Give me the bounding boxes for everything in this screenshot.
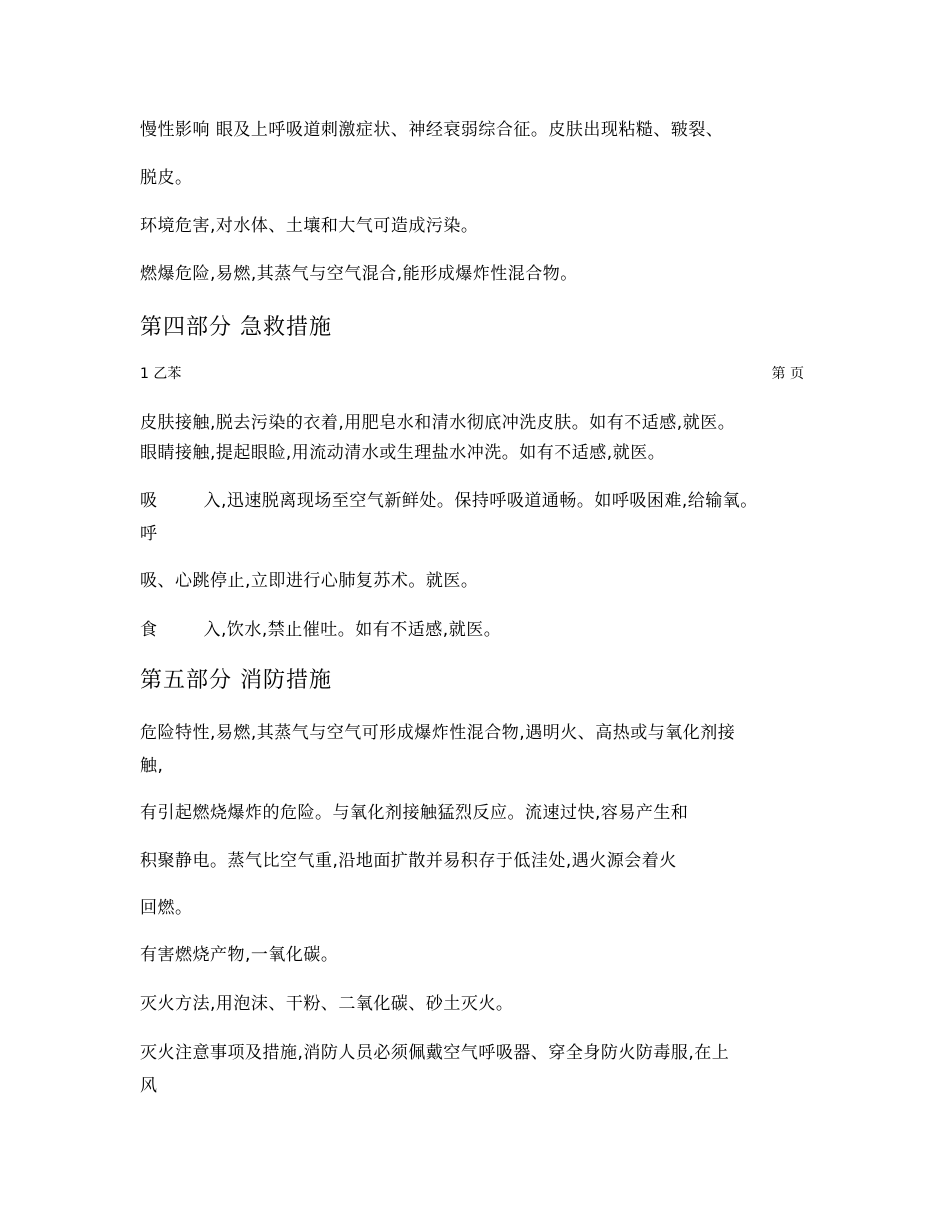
text-line-ingestion: [140, 620, 501, 640]
text-line-skin-contact: 皮肤接触,脱去污染的衣着,用肥皂水和清水彻底冲洗皮肤。如有不适感,就医。: [140, 413, 736, 433]
text-line-combustion-products: 有害燃烧产物,一氧化碳。: [140, 945, 339, 965]
running-header-right: 第 页: [771, 366, 804, 382]
text-line-explosion-risk: 有引起燃烧爆炸的危险。与氧化剂接触猛烈反应。流速过快,容易产生和: [140, 803, 689, 823]
text-line-peeling: 脱皮。: [140, 168, 193, 188]
text-line-firefighting-precautions: 灭火注意事项及措施,消防人员必须佩戴空气呼吸器、穿全身防火防毒服,在上: [140, 1043, 730, 1063]
running-header-left: 1 乙苯: [140, 366, 182, 382]
text-line-static-electricity: 积聚静电。蒸气比空气重,沿地面扩散并易积存于低洼处,遇火源会着火: [140, 851, 677, 871]
text-line-wind-wrap: 风: [140, 1076, 158, 1096]
text-line-contact-wrap: 触,: [140, 756, 164, 776]
text-line-inhalation: [140, 491, 758, 511]
text-line-cpr: 吸、心跳停止,立即进行心肺复苏术。就医。: [140, 571, 479, 591]
text-line-hazard-properties: 危险特性,易燃,其蒸气与空气可形成爆炸性混合物,遇明火、高热或与氧化剂接: [140, 723, 736, 743]
section-heading-fire-fighting: 第五部分 消防措施: [140, 668, 332, 693]
text-line-flashback: 回燃。: [140, 898, 193, 918]
text-line-explosion-hazard: 燃爆危险,易燃,其蒸气与空气混合,能形成爆炸性混合物。: [140, 264, 578, 284]
ingestion-text: 入,饮水,禁止催吐。如有不适感,就医。: [203, 620, 502, 640]
text-line-eye-contact: 眼睛接触,提起眼睑,用流动清水或生理盐水冲洗。如有不适感,就医。: [140, 443, 666, 463]
section-heading-first-aid: 第四部分 急救措施: [140, 315, 332, 340]
text-line-environment-hazard: 环境危害,对水体、土壤和大气可造成污染。: [140, 216, 479, 236]
text-line-extinguishing-method: 灭火方法,用泡沫、干粉、二氧化碳、砂土灭火。: [140, 994, 514, 1014]
text-line-breath-wrap: 呼: [140, 524, 158, 544]
inhalation-text: 入,迅速脱离现场至空气新鲜处。保持呼吸道通畅。如呼吸困难,给输氧。: [203, 491, 758, 511]
ingestion-label: 食: [140, 620, 158, 640]
text-line-chronic-effects: 慢性影响 眼及上呼吸道刺激症状、神经衰弱综合征。皮肤出现粘糙、皲裂、: [140, 120, 724, 140]
inhalation-label: 吸: [140, 491, 158, 511]
